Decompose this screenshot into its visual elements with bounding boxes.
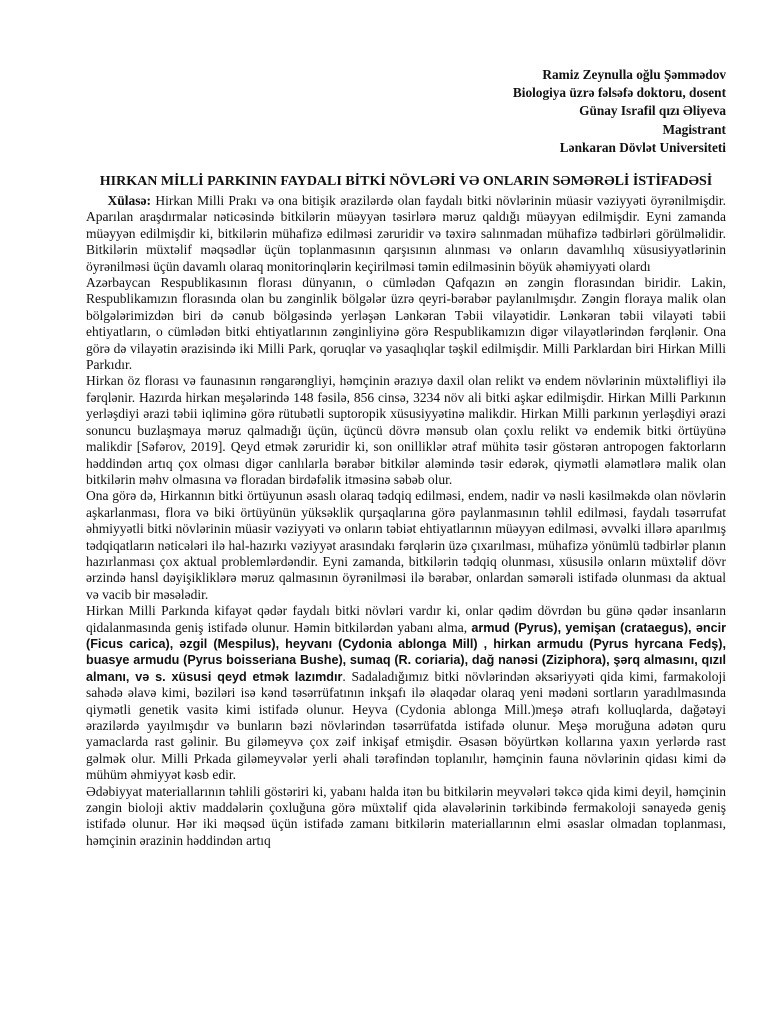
body-paragraph-4 [86,603,726,783]
author-block [86,66,726,157]
plant-species-list: armud (Pyrus), yemişan (crataegus), əncir (Ficus carica), əzgil (Mespilus), heyvanı (Cydonia ablonga Mill) , hirkan armudu (Pyrus hyrcana Fedş), buasye armudu (Pyrus boisseriana Bushe), sumaq (R. coriaria), dağ nanəsi (Ziziphora), şərq almasını, qızıl almanı, və s. xüsusi qeyd etmək lazımdır [86,620,726,684]
abstract-text: Hirkan Milli Prakı və ona bitişik ərazilərdə olan faydalı bitki növlərinin müasir vəziyyəti öyrənilmişdir. Aparılan araşdırmalar nəticəsində bitkilərin müəyyən təsirlərə məruz qaldığı müəyyən edilmişdir. Eyni zamanda müəyyən edilmişdir ki, bitkilərin mühafizə edilməsi zəruridir və təxirə salınmadan mühafizə tədbirləri görülməlidir. Bitkilərin müxtəlif məqsədlər üçün toplanmasının qarşısının alınması və onların davamlılıq xüsusiyyətlərinin öyrənilməsi üçün davamlı olaraq monitorinqlərin keçirilməsi təmin edilməsinin böyük əhəmiyyəti olardı [86,193,726,274]
body-paragraph-4-intro: Hirkan Milli Parkında kifayət qədər faydalı bitki növləri vardır ki, onlar qədim dövrdən bu günə qədər insanların qidalanmasında geniş istifadə olunur. Həmin bitkilərdən yabanı alma, [86,603,726,635]
body-paragraph-3: Ona görə də, Hirkannın bitki örtüyunun əsaslı olaraq tədqiq edilməsi, endem, nadir və nəsli kəsilməkdə olan növlərin aşkarlanması, flora və biki örtüyünün yüksəklik qurşaqlarına görə paylanmasının təhlil edilməsi, faydalı təsərrufat əhmiyyətli bitki növlərinin müasir vəziyyəti və onların təbiət ehtiyatlarının müəyyən edilməsi, əvvəlki illərə aparılmış tədqiqatların nəticələri ilə hal-hazırkı vəziyyət arasındakı fərqlərin üzə çıxarılması, mühafizə yönümlü tədbirlər planın hazırlanması çox aktual problemlərdəndir. Eyni zamanda, bitkilərin tədqiq olunması, xüsusilə onların müxtəlif dövr ərzində hansl dəyişikliklərə məruz qalmasının öyrənilməsi ilə bərabər, onlardan səmərəli istifadə olunması da aktual və vacib bir məsələdir. [86,488,726,602]
body-paragraph-1: Azərbaycan Respublikasının florası dünyanın, o cümlədən Qafqazın ən zəngin florasından biridir. Lakin, Respublikamızın florasında olan bu zənginlik bölgələr üzrə qeyri-bərabər paylanılmışdır. Zəngin floraya malik olan bölgələrimizdən biri də cənub bölgəsində yerləşən Lənkəran Təbii vilayətidir. Lənkəran təbii vilayəti təbii ehtiyatların, o cümlədən bitki ehtiyatlarının zənginliyinə görə Respublikamızın digər vilayətlərindən fərqlənir. Ona görə də vilayətin ərazisində iki Milli Park, qoruqlar və yasaqlıqlar təşkil edilmişdir. Milli Parklardan biri Hirkan Milli Parkıdır. [86,275,726,373]
body-paragraph-2: Hirkan öz florası və faunasının rəngarəngliyi, həmçinin ərazıyə daxil olan relikt və endem növlərinin müxtəlifliyi ilə fərqlənir. Hazırda hirkan meşələrində 148 fəsilə, 856 cinsə, 3234 növ ali bitki aşkar edilmişdir. Hirkan Milli Parkının yerləşdiyi ərazi təbii iqliminə görə rütubətli suptoropik xüsusiyyətinə malikdir. Hirkan Milli parkının yerləşdiyi ərazi sonuncu buzlaşmaya məruz qalmadığı üçün, üçüncü dövrə mənsub olan çoxlu relikt və endemik bitki örtüyünə malikdir [Səfərov, 2019]. Qeyd etmək zəruridir ki, son onilliklər ətraf mühitə təsir göstərən antropogen faktorların həddindən artıq çox olması digər canlılarla bərabər bitkilər aləmində təsir edərək, qiymətli əlamətlərə malik olan bitkilərin məhv olmasına və floradan birdəfəlik itməsinə səbəb olur. [86,373,726,487]
author-name-2: Günay Israfil qızı Əliyeva [579,103,726,119]
author-degree-1: Biologiya üzrə fəlsəfə doktoru, dosent [512,85,726,101]
author-degree-2: Magistrant [662,121,726,137]
author-affiliation: Lənkaran Dövlət Universiteti [559,139,726,155]
body-paragraph-5: Ədəbiyyat materiallarının təhlili göstəriri ki, yabanı halda itən bu bitkilərin meyvələri təkcə qida kimi deyil, həmçinin zəngin bioloji aktiv maddələrin çoxluğuna görə müxtəlif qida əlavələrinin tərkibində fermakoloji sənayedə geniş istifadə olunur. Hər iki məqsəd üçün istifadə zamanı bitkilərin materiallarının elmi əsaslar olmadan toplanması, həmçinin ərazinin həddindən artıq [86,783,726,848]
paper-title: HIRKAN MİLLİ PARKININ FAYDALI BİTKİ NÖVLƏRİ VƏ ONLARIN SƏMƏRƏLİ İSTİFADƏSİ [99,174,713,190]
author-name-1: Ramiz Zeynulla oğlu Şəmmədov [542,67,726,82]
abstract-paragraph [86,193,726,275]
body-paragraph-4-rest: . Sadaladığımız bitki növlərindən əksəriyyəti qida kimi, farmakoloji sahədə əlavə kimi, bəziləri isə kənd təsərrüfatının inkşafı ilə əlaqədar olaraq yeni mədəni sortların yaradılmasında qiymətli genetik vasitə kimi istifadə olunur. Heyva (Cydonia ablonga Mill.)meşə ətrafı kolluqlarda, dağətəyi ərazilərdə yayılmışdır və bunların bəzi növlərindən təsərrüfatda istifadə olunur. Meşə moruğuna adətən quru yamaclarda rast gəlinir. Bu giləmeyvə çox zəif inkişaf etmişdir. Əsasən böyürtkən kollarına yaxın yerlərdə rast gəlmək olur. Milli Prkada giləmeyvələr yerli əhali tərəfindən toplanılır, həmçinin fauna növlərinin qidası kimi də mühüm əhmiyyət kəsb edir. [86,668,726,783]
abstract-label: Xülasə: [107,193,152,209]
